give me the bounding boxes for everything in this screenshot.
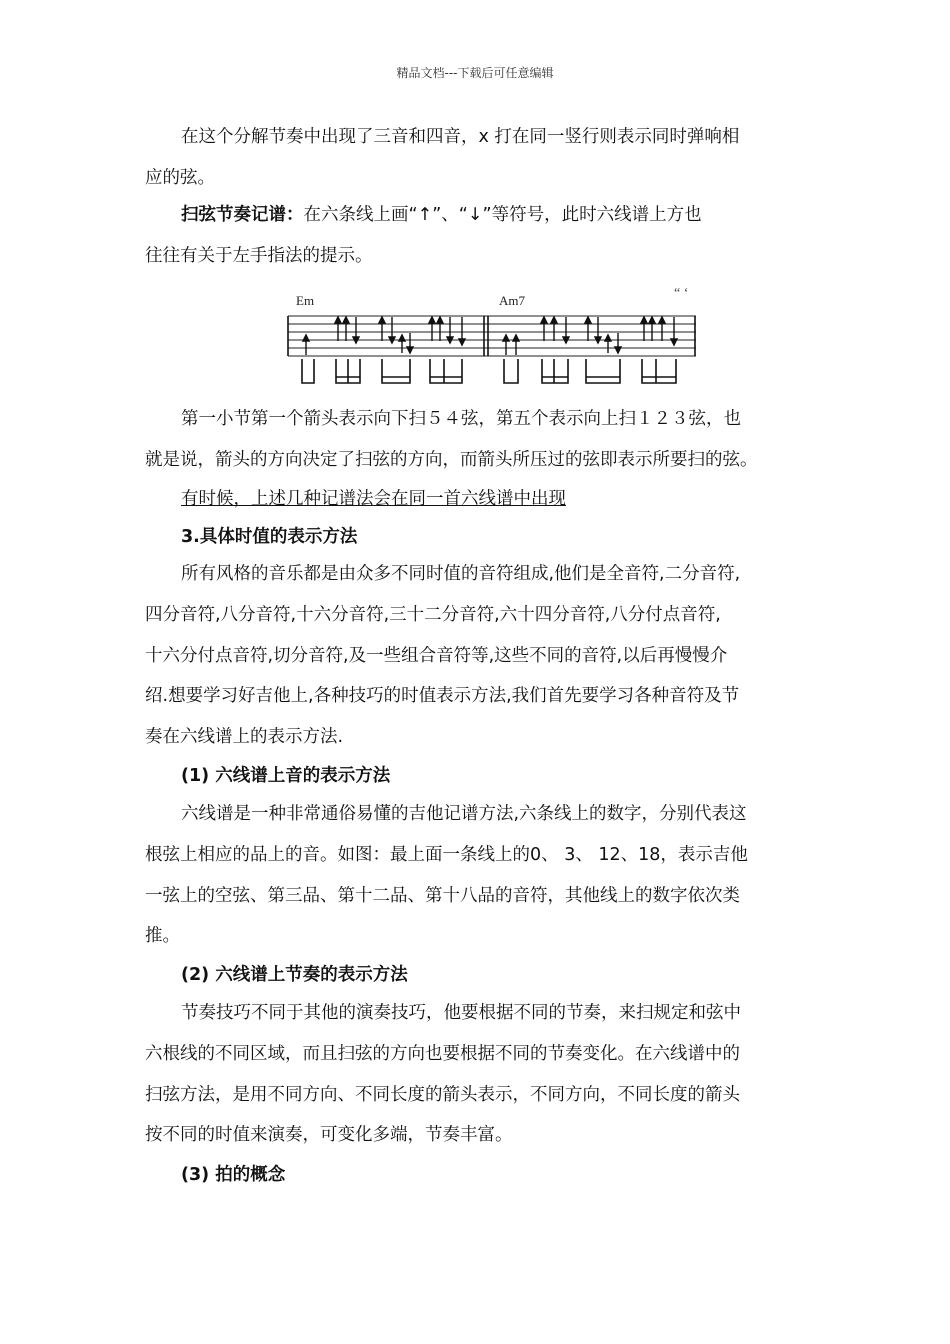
- rhythm-beam: [382, 359, 410, 383]
- arrow-head: [541, 317, 547, 323]
- arrow-head: [649, 317, 655, 323]
- arrow-head: [605, 335, 611, 341]
- para3-line1: 第一小节第一个箭头表示向下扫５４弦，第五个表示向上扫１２３弦，也: [181, 409, 741, 429]
- arrow-head: [429, 317, 435, 323]
- arrow-head: [399, 335, 405, 341]
- strum-arrows: [303, 317, 677, 355]
- rhythm-beam: [504, 359, 518, 383]
- arrow-head: [447, 337, 453, 343]
- chord-label-am7: Am7: [499, 293, 525, 308]
- rhythm-beam: [430, 359, 462, 383]
- page-header: 精品文档---下载后可任意编辑: [396, 66, 554, 80]
- para5-line4: 绍.想要学习好吉他上,各种技巧的时值表示方法,我们首先要学习各种音符及节: [145, 686, 740, 706]
- arrow-head: [563, 337, 569, 343]
- para2-line1: [181, 195, 851, 235]
- para6-line2: 根弦上相应的品上的音。如图：最上面一条线上的0、 3、 12、18，表示吉他: [145, 845, 748, 865]
- arrow-head: [303, 335, 309, 341]
- section3-heading: 3.具体时值的表示方法: [181, 527, 358, 547]
- arrow-head: [353, 337, 359, 343]
- rhythm-beam: [642, 359, 676, 383]
- arrow-head: [379, 317, 385, 323]
- arrow-head: [513, 335, 519, 341]
- para7-line1: 节奏技巧不同于其他的演奏技巧，他要根据不同的节奏，来扫规定和弦中: [181, 1003, 741, 1023]
- para6-line4: 推。: [145, 926, 180, 946]
- rhythm-beam: [542, 359, 568, 383]
- arrow-head: [335, 317, 341, 323]
- para1-line2: 应的弦。: [145, 168, 215, 188]
- para4: 有时候，上述几种记谱法会在同一首六线谱中出现: [181, 489, 566, 509]
- rhythm-stems: [302, 359, 676, 383]
- quote-mark: “ ‘: [674, 286, 689, 301]
- arrow-head: [671, 339, 677, 345]
- para6-line1: 六线谱是一种非常通俗易懂的吉他记谱方法,六条线上的数字，分别代表这: [181, 804, 747, 824]
- para1-line1: 在这个分解节奏中出现了三音和四音，x 打在同一竖行则表示同时弹响相: [181, 127, 740, 147]
- arrow-head: [585, 317, 591, 323]
- sub2-heading: (2) 六线谱上节奏的表示方法: [181, 965, 408, 985]
- arrow-head: [641, 317, 647, 323]
- para2-line2: 往往有关于左手指法的提示。: [145, 246, 373, 266]
- para5-line2: 四分音符,八分音符,十六分音符,三十二分音符,六十四分音符,八分付点音符,: [145, 605, 721, 625]
- rhythm-beam: [302, 359, 314, 383]
- arrow-head: [503, 335, 509, 341]
- arrow-head: [659, 317, 665, 323]
- para5-line1: 所有风格的音乐都是由众多不同时值的音符组成,他们是全音符,二分音符,: [181, 564, 741, 584]
- arrow-head: [459, 339, 465, 345]
- sub1-heading: (1) 六线谱上音的表示方法: [181, 766, 391, 786]
- arrow-head: [595, 337, 601, 343]
- strum-tab-figure: [286, 283, 698, 389]
- para7-line3: 扫弦方法，是用不同方向、不同长度的箭头表示，不同方向，不同长度的箭头: [145, 1085, 740, 1105]
- arrow-head: [407, 347, 413, 353]
- para7-line2: 六根线的不同区域，而且扫弦的方向也要根据不同的节奏变化。在六线谱中的: [145, 1044, 740, 1064]
- arrow-head: [615, 347, 621, 353]
- arrow-head: [551, 317, 557, 323]
- para7-line4: 按不同的时值来演奏，可变化多端，节奏丰富。: [145, 1125, 513, 1145]
- para2-line1-rest: 在六条线上画“↑”、“↓”等符号，此时六线谱上方也: [303, 205, 702, 225]
- para5-line3: 十六分付点音符,切分音符,及一些组合音符等,这些不同的音符,以后再慢慢介: [145, 646, 728, 666]
- strum-notation-label: 扫弦节奏记谱：: [181, 205, 304, 225]
- rhythm-beam: [586, 359, 620, 383]
- sub3-heading: (3) 拍的概念: [181, 1165, 286, 1185]
- para6-line3: 一弦上的空弦、第三品、第十二品、第十八品的音符，其他线上的数字依次类: [145, 886, 740, 906]
- arrow-head: [343, 317, 349, 323]
- arrow-head: [437, 317, 443, 323]
- chord-label-em: Em: [296, 293, 315, 308]
- arrow-head: [389, 337, 395, 343]
- para5-line5: 奏在六线谱上的表示方法.: [145, 727, 344, 747]
- para3-line2: 就是说，箭头的方向决定了扫弦的方向，而箭头所压过的弦即表示所要扫的弦。: [145, 450, 758, 470]
